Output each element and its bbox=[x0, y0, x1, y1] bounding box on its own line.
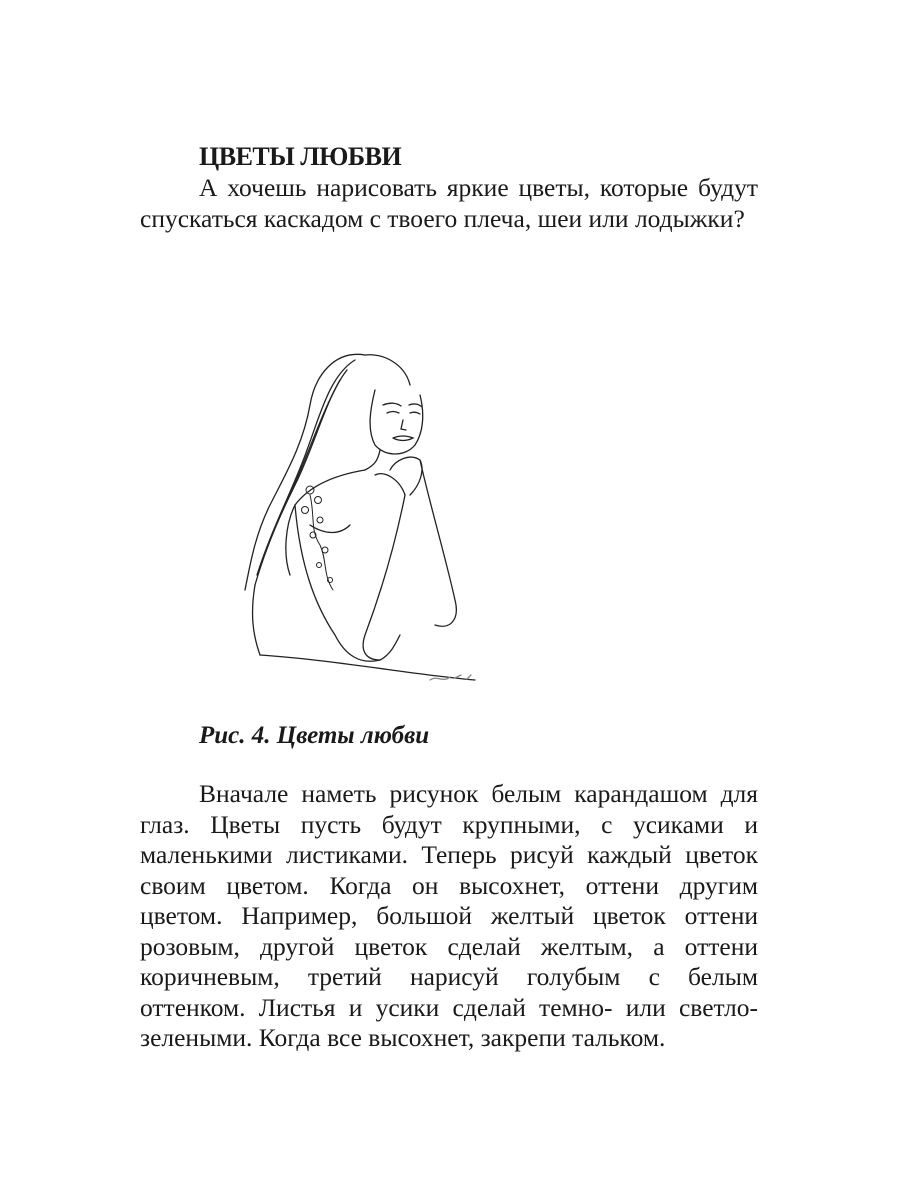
page-title: ЦВЕТЫ ЛЮБВИ bbox=[199, 142, 402, 171]
figure-illustration bbox=[215, 335, 525, 695]
figure-caption: Рис. 4. Цветы любви bbox=[199, 722, 430, 749]
woman-sketch-icon bbox=[215, 335, 525, 695]
body-paragraph: Вначале наметь рисунок белым карандашом для глаз. Цветы пусть будут крупными, с усиками и маленькими листиками. Теперь рисуй каждый цветок своим цветом. Когда он высохнет, оттени другим цветом. Например, большой желтый цветок оттени розовым, другой цветок сделай желтым, а оттени коричневым, третий нарисуй голубым с белым оттенком. Листья и усики сделай темно- или светло-зелеными. Когда все высохнет, закрепи тальком. bbox=[140, 779, 758, 1052]
intro-paragraph: А хочешь нарисовать яркие цветы, которые будут спускаться каскадом с твоего плеча, шеи или лодыжки? bbox=[140, 173, 758, 233]
